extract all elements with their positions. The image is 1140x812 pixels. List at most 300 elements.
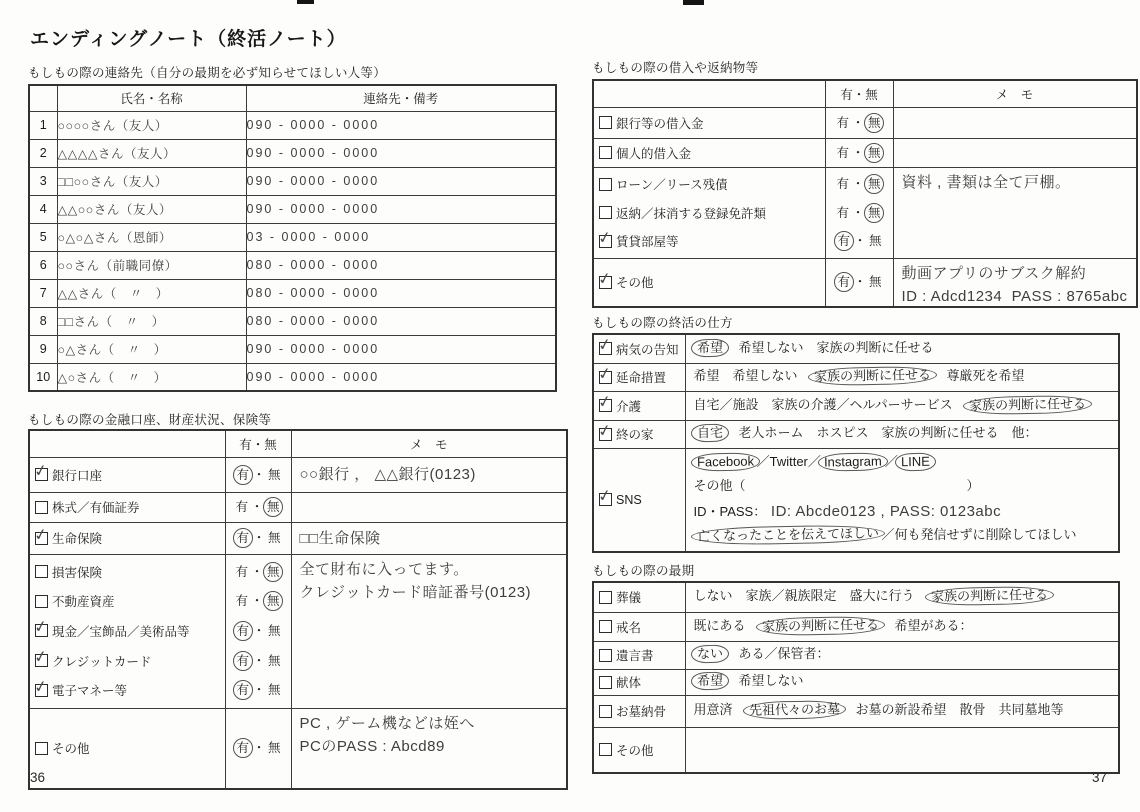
final-matters-heading: もしもの際の最期: [592, 564, 695, 578]
item-label-cell: [593, 258, 825, 307]
availability-line: [826, 109, 893, 136]
memo-lines: [292, 493, 567, 522]
item-label: 賃貸部屋等: [616, 235, 679, 249]
option-text: 希望しない 家族の判断に任せる: [725, 339, 934, 355]
availability-lines: [226, 556, 291, 706]
item-label-cell: [593, 641, 685, 669]
checkbox-icon: [599, 428, 612, 441]
circled-option: ない: [690, 645, 728, 664]
item-line: [30, 676, 225, 704]
contact-row: [29, 223, 556, 251]
options-cell: [685, 420, 1119, 448]
phone-cell: 080 - 0000 - 0000: [246, 279, 556, 307]
circled-no-mark: 無: [263, 591, 283, 611]
memo-cell: [291, 457, 567, 492]
label-lines: [594, 139, 825, 167]
availability-value: 有 ・ 無: [233, 528, 284, 548]
item-label-cell: [593, 669, 685, 695]
end-of-life-section: [592, 333, 1120, 553]
option-text: 希望 希望しない: [693, 368, 811, 383]
circled-no-mark: 無: [263, 562, 283, 582]
end-of-life-heading: もしもの際の終活の仕方: [592, 316, 733, 330]
availability-cell: [825, 107, 893, 138]
circled-option: 自宅: [690, 424, 728, 443]
option-row: [593, 582, 1119, 612]
memo-cell: [893, 138, 1137, 167]
availability-line: [826, 269, 893, 296]
debts-table: [592, 79, 1138, 308]
label-lines: [30, 556, 225, 706]
phone-cell: 090 - 0000 - 0000: [246, 195, 556, 223]
circled-option: LINE: [895, 453, 936, 472]
phone-cell: 090 - 0000 - 0000: [246, 363, 556, 391]
circled-option: Facebook: [690, 453, 759, 472]
item-label: お墓納骨: [616, 705, 667, 719]
item-line: [30, 734, 225, 762]
contacts-header-row: [29, 85, 556, 111]
page-number-right: 37: [1092, 770, 1108, 785]
circled-option: 亡くなったことを伝えてほしい: [690, 525, 884, 547]
no-label: 無: [868, 275, 882, 289]
contact-row: [29, 111, 556, 139]
memo-text: PC , ゲーム機などは姪へ: [299, 714, 475, 732]
checkbox-icon: [599, 146, 612, 159]
item-label: その他: [52, 742, 90, 756]
no-label: 無: [267, 467, 281, 482]
item-line: [594, 199, 825, 226]
circled-yes-mark: 有: [834, 272, 854, 292]
checkbox-icon: [599, 342, 612, 355]
memo-text: PCのPASS : Abcd89: [299, 737, 445, 755]
option-line: [686, 422, 1119, 446]
option-row: [593, 612, 1119, 641]
option-text: 希望しない: [725, 673, 804, 688]
option-text: 自宅／施設 家族の介護／ヘルパーサービス: [693, 396, 966, 412]
row-number-cell: 2: [29, 139, 57, 167]
row-number-cell: 10: [29, 363, 57, 391]
no-label: 無: [868, 234, 882, 248]
item-line: [594, 588, 685, 606]
checkbox-icon: [35, 532, 48, 545]
row-number-cell: 9: [29, 335, 57, 363]
contact-row: [29, 139, 556, 167]
availability-value: 有 ・ 無: [834, 174, 885, 194]
table-row: [29, 708, 567, 789]
handwritten-text: ID: Abcde0123 , PASS: 0123abc: [766, 503, 1002, 521]
label-lines: [594, 260, 825, 304]
item-label-cell: [29, 522, 225, 554]
availability-line: [226, 461, 291, 489]
option-row: [593, 363, 1119, 391]
item-label-cell: [593, 448, 685, 552]
option-text: 希望がある：: [881, 617, 973, 633]
option-row: [593, 448, 1119, 552]
item-label-cell: [593, 695, 685, 727]
availability-cell: [225, 522, 291, 554]
item-label-cell: [593, 582, 685, 612]
memo-lines: [292, 523, 567, 554]
memo-text: クレジットカード暗証番号(0123): [299, 583, 532, 601]
yes-label: 有: [235, 564, 248, 579]
availability-value: 有 ・ 無: [834, 203, 885, 223]
no-label: 無: [267, 653, 281, 668]
end-of-life-table: [592, 333, 1120, 553]
phone-cell: 090 - 0000 - 0000: [246, 167, 556, 195]
availability-cell: [225, 457, 291, 492]
yes-label: 有: [836, 177, 849, 191]
availability-value: 有 ・ 無: [834, 272, 885, 292]
memo-cell: [893, 167, 1137, 258]
option-line: [686, 499, 1119, 524]
checkbox-icon: [599, 276, 612, 289]
item-label: 返納／抹消する登録免許類: [616, 206, 767, 221]
item-line: [594, 702, 685, 720]
option-text: 用意済: [693, 702, 746, 717]
name-cell: △△△△さん（友人）: [57, 139, 246, 167]
debts-section: [592, 79, 1138, 308]
item-label-cell: [593, 420, 685, 448]
availability-lines: [826, 108, 893, 138]
checkbox-icon: [35, 501, 48, 514]
circled-option: 先祖代々のお墓: [742, 700, 845, 720]
item-label-cell: [593, 391, 685, 420]
option-line: [686, 699, 1119, 723]
availability-line: [226, 734, 291, 762]
label-lines: [30, 523, 225, 554]
row-number-cell: 3: [29, 167, 57, 195]
phone-cell: 080 - 0000 - 0000: [246, 307, 556, 335]
debts-heading: もしもの際の借入や返納物等: [592, 61, 759, 75]
name-cell: □□○○さん（友人）: [57, 167, 246, 195]
checkbox-icon: [35, 684, 48, 697]
row-number-cell: 4: [29, 195, 57, 223]
option-line: [686, 394, 1119, 418]
item-label-cell: [29, 457, 225, 492]
phone-cell: 090 - 0000 - 0000: [246, 139, 556, 167]
item-line: [594, 618, 685, 636]
options-cell: [685, 695, 1119, 727]
option-row: [593, 641, 1119, 669]
circled-no-mark: 無: [864, 143, 884, 163]
table-row: [593, 107, 1137, 138]
availability-lines: [826, 139, 893, 167]
options-cell: [685, 334, 1119, 363]
memo-cell: [291, 522, 567, 554]
item-line: [30, 647, 225, 675]
no-label: 無: [267, 623, 281, 638]
item-label: ローン／リース残債: [616, 178, 728, 192]
checkbox-icon: [599, 206, 612, 219]
option-row: [593, 334, 1119, 363]
item-label: 献体: [616, 676, 642, 690]
availability-line: [226, 524, 291, 552]
checkbox-icon: [599, 235, 612, 248]
no-label: 無: [267, 683, 281, 698]
availability-lines: [826, 260, 893, 304]
table-row: [29, 492, 567, 522]
phone-cell: 090 - 0000 - 0000: [246, 335, 556, 363]
item-line: [30, 461, 225, 489]
availability-cell: [825, 167, 893, 258]
availability-line: [826, 199, 893, 226]
circled-yes-mark: 有: [834, 231, 854, 251]
table-header-row: [593, 80, 1137, 107]
item-line: [30, 524, 225, 552]
checkbox-icon: [599, 743, 612, 756]
option-row: [593, 669, 1119, 695]
finance-section: [28, 429, 568, 790]
item-label-cell: [593, 612, 685, 641]
circled-yes-mark: 有: [233, 680, 253, 700]
name-cell: ○○さん（前職同僚）: [57, 251, 246, 279]
availability-value: 有 ・ 無: [834, 143, 885, 163]
circled-option: 家族の判断に任せる: [924, 586, 1053, 606]
checkbox-icon: [599, 649, 612, 662]
memo-lines: [894, 139, 1136, 167]
checkbox-icon: [599, 620, 612, 633]
option-row: [593, 727, 1119, 773]
circled-option: 希望: [690, 672, 728, 691]
checkbox-icon: [599, 116, 612, 129]
option-line: [686, 670, 1119, 694]
item-label: 不動産資産: [52, 595, 115, 610]
table-row: [593, 258, 1137, 307]
item-line: [30, 493, 225, 521]
availability-header: 有・無: [825, 80, 893, 107]
availability-line: [226, 493, 291, 521]
option-line: [686, 337, 1119, 361]
no-label: 無: [267, 741, 281, 755]
header-empty-cell: [29, 85, 57, 111]
circled-option: Instagram: [818, 453, 888, 472]
item-line: [30, 617, 225, 645]
item-label: クレジットカード: [52, 654, 152, 669]
name-cell: ○○○○さん（友人）: [57, 111, 246, 139]
option-text: ／: [884, 454, 898, 470]
checkbox-icon: [599, 676, 612, 689]
item-line: [594, 171, 825, 198]
item-line: [594, 109, 825, 136]
availability-value: 有 ・ 無: [233, 562, 284, 582]
availability-value: 有 ・ 無: [834, 231, 885, 251]
header-empty-cell: [29, 430, 225, 457]
memo-lines: [292, 709, 567, 788]
item-label: 生命保険: [52, 532, 103, 546]
contact-column-header: 連絡先・備考: [246, 85, 556, 111]
item-label: 遺言書: [616, 649, 654, 663]
option-text: その他（ ）: [693, 478, 980, 494]
availability-lines: [226, 710, 291, 786]
contacts-table: [28, 84, 557, 392]
memo-lines: [894, 168, 1136, 258]
yes-label: 有: [235, 594, 248, 609]
item-label: その他: [616, 743, 654, 758]
item-label-cell: [593, 107, 825, 138]
availability-line: [226, 647, 291, 675]
availability-cell: [825, 258, 893, 307]
name-cell: □□さん（ 〃 ）: [57, 307, 246, 335]
item-line: [594, 368, 685, 386]
circled-option: 家族の判断に任せる: [807, 366, 936, 386]
availability-line: [826, 171, 893, 198]
page-number-left: 36: [30, 770, 46, 785]
availability-cell: [225, 492, 291, 522]
contact-row: [29, 335, 556, 363]
option-line: [686, 524, 1119, 548]
availability-line: [826, 139, 893, 166]
memo-text: 資料 , 書類は全て戸棚。: [901, 173, 1071, 191]
availability-header: 有・無: [225, 430, 291, 457]
item-line: [594, 228, 825, 255]
options-cell: [685, 612, 1119, 641]
options-cell: [685, 727, 1119, 773]
contacts-section: [28, 84, 557, 392]
table-row: [593, 167, 1137, 258]
item-label: 病気の告知: [616, 342, 679, 357]
checkbox-icon: [599, 591, 612, 604]
availability-value: 有 ・ 無: [233, 465, 284, 485]
option-text: ID・PASS：: [693, 504, 767, 520]
checkbox-icon: [35, 595, 48, 608]
availability-line: [226, 587, 291, 615]
item-label: 葬儀: [616, 591, 642, 606]
availability-cell: [225, 708, 291, 789]
table-header-row: [29, 430, 567, 457]
option-line: [686, 451, 1119, 475]
memo-header: メ モ: [291, 430, 567, 457]
memo-text: 全て財布に入ってます。: [299, 560, 469, 578]
option-text: 老人ホーム ホスピス 家族の判断に任せる 他：: [725, 425, 1038, 440]
no-label: 無: [267, 531, 281, 545]
item-label: その他: [616, 276, 654, 290]
phone-cell: 080 - 0000 - 0000: [246, 251, 556, 279]
availability-cell: [825, 138, 893, 167]
availability-line: [226, 558, 291, 586]
option-row: [593, 391, 1119, 420]
table-row: [29, 457, 567, 492]
header-empty-cell: [593, 80, 825, 107]
item-line: [594, 646, 685, 664]
yes-label: 有: [836, 115, 849, 130]
availability-lines: [226, 523, 291, 554]
options-cell: [685, 448, 1119, 552]
page-title: エンディングノート（終活ノート）: [30, 29, 347, 50]
item-label-cell: [593, 138, 825, 167]
row-number-cell: 1: [29, 111, 57, 139]
options-cell: [685, 391, 1119, 420]
availability-line: [826, 228, 893, 255]
name-cell: ○△さん（ 〃 ）: [57, 335, 246, 363]
memo-text: ID : Adcd1234 PASS : 8765abc: [901, 287, 1128, 305]
checkbox-icon: [599, 178, 612, 191]
item-line: [594, 493, 685, 507]
option-text: ／何も発信せずに削除してほしい: [881, 527, 1077, 543]
item-label: 銀行口座: [52, 468, 103, 483]
item-label: 銀行等の借入金: [616, 116, 704, 131]
scan-artifact: [297, 0, 314, 4]
circled-yes-mark: 有: [233, 621, 253, 641]
circled-option: 家族の判断に任せる: [962, 394, 1091, 414]
options-cell: [685, 582, 1119, 612]
item-label: 終の家: [616, 428, 654, 442]
option-text: ／Twitter／: [756, 454, 821, 470]
item-line: [594, 673, 685, 691]
item-label-cell: [593, 167, 825, 258]
availability-cell: [225, 554, 291, 708]
contact-row: [29, 279, 556, 307]
item-label: 電子マネー等: [52, 684, 128, 699]
item-label-cell: [29, 492, 225, 522]
options-cell: [685, 669, 1119, 695]
options-cell: [685, 641, 1119, 669]
option-text: しない 家族／親族限定 盛大に行う: [693, 588, 928, 604]
option-line: [686, 615, 1119, 639]
item-label: SNS: [616, 492, 642, 507]
option-line: [686, 738, 1119, 762]
circled-no-mark: 無: [864, 113, 884, 133]
label-lines: [30, 458, 225, 492]
table-row: [29, 522, 567, 554]
availability-value: 有 ・ 無: [233, 738, 284, 758]
item-label: 介護: [616, 399, 642, 414]
option-text: 尊厳死を希望: [933, 368, 1025, 383]
circled-yes-mark: 有: [233, 465, 253, 485]
final-matters-section: [592, 581, 1120, 774]
row-number-cell: 8: [29, 307, 57, 335]
memo-text: □□生命保険: [299, 529, 381, 547]
memo-header: メ モ: [893, 80, 1137, 107]
contact-row: [29, 195, 556, 223]
memo-cell: [291, 708, 567, 789]
item-label-cell: [29, 708, 225, 789]
row-number-cell: 6: [29, 251, 57, 279]
label-lines: [30, 493, 225, 522]
availability-lines: [826, 169, 893, 256]
availability-value: 有 ・ 無: [233, 621, 284, 641]
yes-label: 有: [836, 205, 849, 220]
name-cell: △○さん（ 〃 ）: [57, 363, 246, 391]
memo-lines: [894, 259, 1136, 306]
contacts-heading: もしもの際の連絡先（自分の最期を必ず知らせてほしい人等）: [28, 66, 387, 80]
label-lines: [594, 169, 825, 256]
availability-line: [226, 676, 291, 704]
option-row: [593, 420, 1119, 448]
yes-label: 有: [836, 145, 849, 160]
availability-lines: [226, 493, 291, 522]
availability-value: 有 ・ 無: [233, 651, 284, 671]
checkbox-icon: [35, 654, 48, 667]
memo-text: 動画アプリのサブスク解約: [901, 264, 1087, 282]
memo-cell: [893, 107, 1137, 138]
contact-row: [29, 363, 556, 391]
checkbox-icon: [599, 399, 612, 412]
name-cell: △△○○さん（友人）: [57, 195, 246, 223]
item-label-cell: [593, 363, 685, 391]
checkbox-icon: [599, 705, 612, 718]
table-row: [29, 554, 567, 708]
row-number-cell: 7: [29, 279, 57, 307]
memo-cell: [893, 258, 1137, 307]
item-label: 損害保険: [52, 565, 103, 580]
availability-lines: [226, 458, 291, 492]
item-label: 延命措置: [616, 371, 667, 385]
checkbox-icon: [35, 624, 48, 637]
option-line: [686, 643, 1119, 667]
item-line: [594, 397, 685, 415]
name-cell: △△さん（ 〃 ）: [57, 279, 246, 307]
checkbox-icon: [35, 742, 48, 755]
memo-cell: [291, 554, 567, 708]
